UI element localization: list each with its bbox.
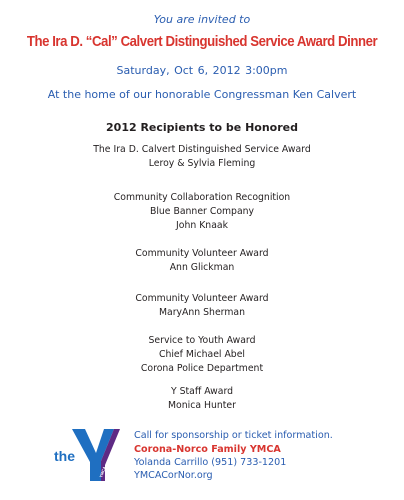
award-block bbox=[0, 143, 404, 171]
award-honoree: Corona Police Department bbox=[140, 363, 264, 374]
award-honoree: John Knaak bbox=[176, 220, 228, 231]
footer-organization: Corona-Norco Family YMCA bbox=[134, 444, 281, 455]
ymca-logo bbox=[52, 425, 127, 483]
award-honoree: Chief Michael Abel bbox=[158, 349, 246, 360]
award-title: Y Staff Award bbox=[170, 386, 234, 397]
event-date-time: Saturday, Oct 6, 2012 3:00pm bbox=[116, 64, 288, 77]
event-venue: At the home of our honorable Congressman Ken Calvert bbox=[47, 88, 357, 101]
footer-website[interactable]: YMCACorNor.org bbox=[134, 470, 213, 481]
event-title: The Ira D. “Cal” Calvert Distinguished Service Award Dinner bbox=[26, 33, 378, 50]
award-block bbox=[0, 191, 404, 233]
award-honoree: Ann Glickman bbox=[169, 262, 235, 273]
award-block bbox=[0, 334, 404, 376]
logo-word: the bbox=[54, 448, 75, 464]
award-honoree: Blue Banner Company bbox=[149, 206, 255, 217]
award-honoree: Monica Hunter bbox=[168, 400, 236, 411]
award-title: Community Volunteer Award bbox=[135, 293, 269, 304]
award-title: Community Collaboration Recognition bbox=[113, 192, 291, 203]
footer-call-line: Call for sponsorship or ticket information. bbox=[134, 430, 333, 441]
logo-small-text: YMCA bbox=[98, 465, 107, 479]
award-block bbox=[0, 385, 404, 413]
award-honoree: Leroy & Sylvia Fleming bbox=[148, 158, 256, 169]
invite-line: You are invited to bbox=[153, 13, 251, 26]
award-title: Community Volunteer Award bbox=[135, 248, 269, 259]
award-title: The Ira D. Calvert Distinguished Service Award bbox=[93, 144, 311, 155]
award-block bbox=[0, 247, 404, 275]
award-title: Service to Youth Award bbox=[148, 335, 256, 346]
footer-contact: Yolanda Carrillo (951) 733-1201 bbox=[134, 457, 287, 468]
award-block bbox=[0, 292, 404, 320]
recipients-heading: 2012 Recipients to be Honored bbox=[106, 121, 298, 134]
award-honoree: MaryAnn Sherman bbox=[159, 307, 245, 318]
